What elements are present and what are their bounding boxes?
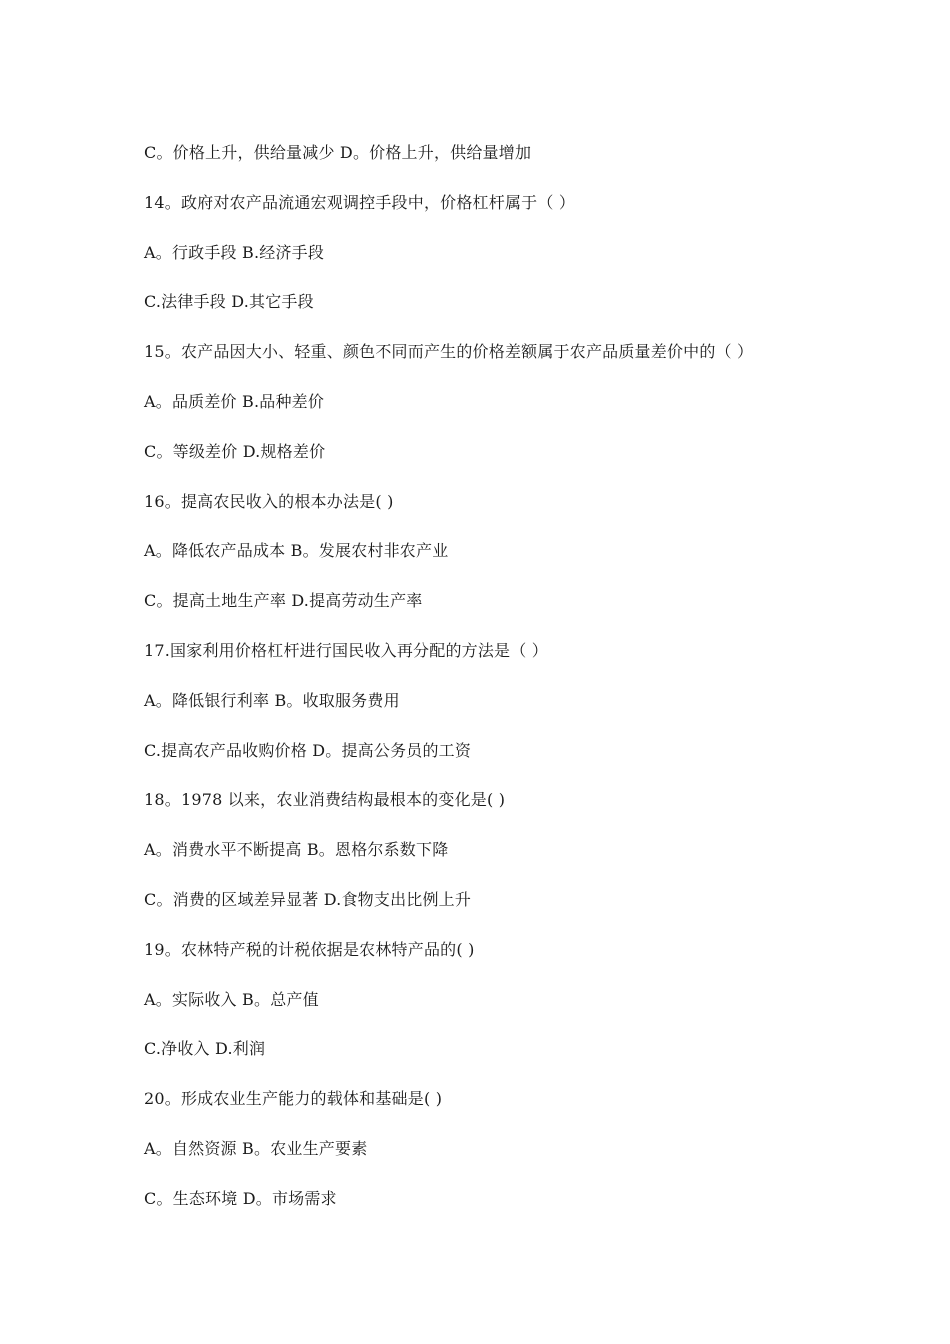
option-line-q18-cd: C。消费的区域差异显著 D.食物支出比例上升 — [144, 889, 472, 909]
option-line-q14-cd: C.法律手段 D.其它手段 — [144, 292, 314, 312]
option-line-q17-ab: A。降低银行利率 B。收取服务费用 — [144, 690, 400, 710]
question-18: 18。1978 以来，农业消费结构最根本的变化是( ) — [144, 790, 506, 810]
question-17: 17.国家利用价格杠杆进行国民收入再分配的方法是（ ） — [144, 640, 548, 660]
question-14: 14。政府对农产品流通宏观调控手段中，价格杠杆属于（ ） — [144, 192, 576, 212]
question-16: 16。提高农民收入的根本办法是( ) — [144, 491, 394, 511]
question-19: 19。农林特产税的计税依据是农林特产品的( ) — [144, 939, 475, 959]
option-line-q16-cd: C。提高土地生产率 D.提高劳动生产率 — [144, 591, 423, 611]
option-line-q14-ab: A。行政手段 B.经济手段 — [144, 242, 325, 262]
option-line-q19-cd: C.净收入 D.利润 — [144, 1039, 266, 1059]
option-line-q19-ab: A。实际收入 B。总产值 — [144, 989, 319, 1009]
option-line-q20-cd: C。生态环境 D。市场需求 — [144, 1188, 337, 1208]
option-line-q16-ab: A。降低农产品成本 B。发展农村非农产业 — [144, 541, 449, 561]
option-line-q18-ab: A。消费水平不断提高 B。恩格尔系数下降 — [144, 840, 449, 860]
question-15: 15。农产品因大小、轻重、颜色不同而产生的价格差额属于农产品质量差价中的（ ） — [144, 342, 754, 362]
option-line-q20-ab: A。自然资源 B。农业生产要素 — [144, 1138, 368, 1158]
option-line-q15-cd: C。等级差价 D.规格差价 — [144, 441, 326, 461]
option-line-q15-ab: A。品质差价 B.品种差价 — [144, 391, 325, 411]
option-line-q17-cd: C.提高农产品收购价格 D。提高公务员的工资 — [144, 740, 472, 760]
option-line-q13-cd: C。价格上升，供给量减少 D。价格上升，供给量增加 — [144, 143, 532, 162]
question-list — [144, 139, 904, 1235]
question-20: 20。形成农业生产能力的载体和基础是( ) — [144, 1089, 443, 1109]
